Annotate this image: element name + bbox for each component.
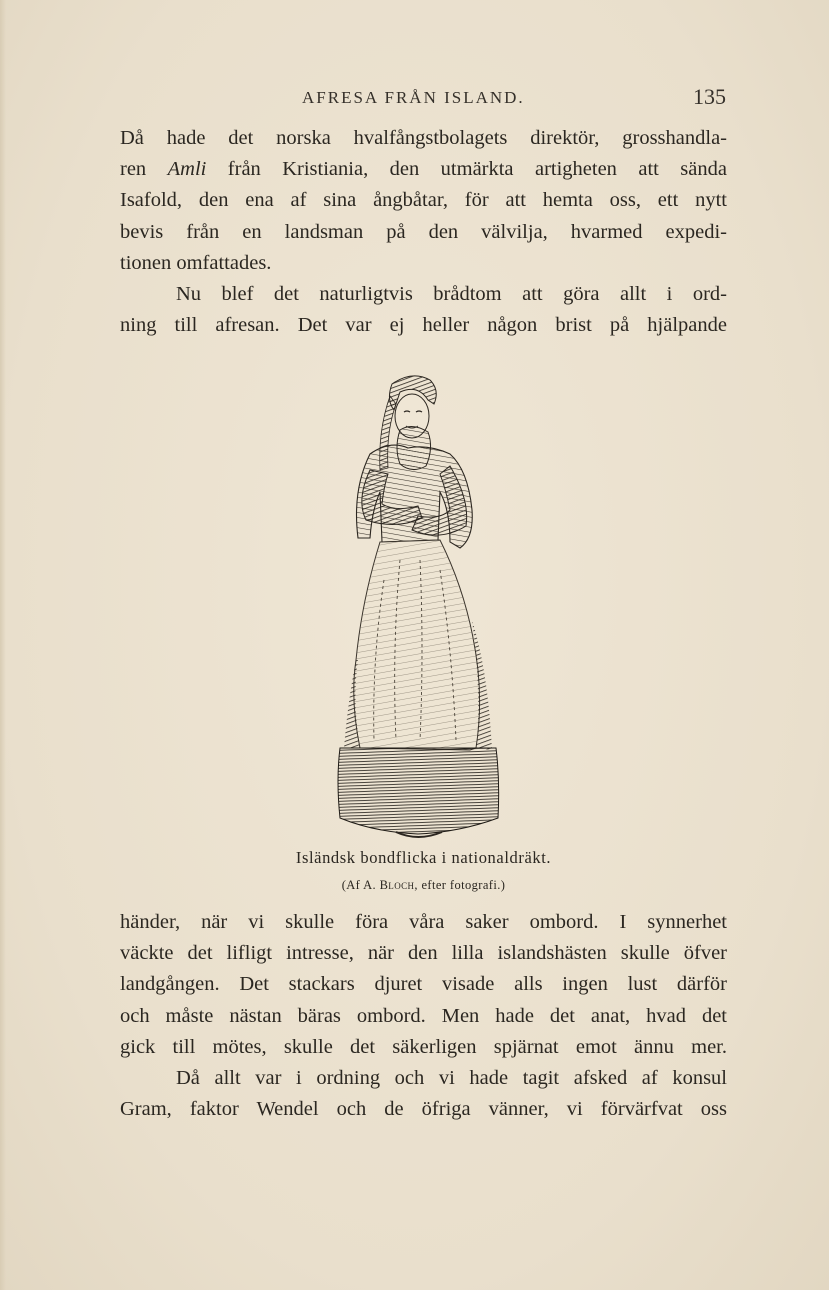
figure-caption (120, 846, 727, 896)
text-line: Då allt var i ordning och vi hade tagit afsked af konsul (176, 1066, 727, 1089)
text-line: Isafold, den ena af sina ångbåtar, för att hemta oss, ett nytt (120, 189, 727, 212)
caption-credit (120, 874, 727, 896)
text-line: händer, när vi skulle föra våra saker ombord. I synnerhet (120, 911, 727, 933)
text-line: Nu blef det naturligtvis brådtom att göra allt i ord- (176, 282, 727, 305)
illustration-icelandic-girl (300, 370, 540, 840)
page-edge-shadow (0, 0, 6, 1290)
text-line: ning till afresan. Det var ej heller någon brist på hjälpande (120, 314, 727, 337)
text-line: och måste nästan bäras ombord. Men hade det anat, hvad det (120, 1004, 727, 1027)
caption-title: Isländsk bondflicka i nationaldräkt. (295, 848, 552, 867)
text-line: landgången. Det stackars djuret visade alls ingen lust därför (120, 973, 727, 996)
body-text-top (120, 123, 727, 341)
credit-fragment: , efter fotografi.) (414, 878, 506, 892)
body-text-bottom (120, 907, 727, 1125)
text-fragment: från Kristiania, den utmärkta artigheten att sända (206, 158, 727, 181)
text-line: bevis från en landsman på den välvilja, hvarmed expedi- (120, 220, 727, 243)
running-title: AFRESA FRÅN ISLAND. (302, 88, 525, 107)
text-line: Gram, faktor Wendel och de öfriga vänner, vi förvärfvat oss (120, 1098, 727, 1121)
text-line: tionen omfattades. (120, 251, 272, 274)
text-line (120, 154, 727, 185)
person-name-amli: Amli (167, 158, 207, 181)
text-fragment: ren (120, 158, 168, 181)
text-line: Då hade det norska hvalfångstbolagets direktör, grosshandla- (120, 127, 727, 149)
credit-artist-name: Bloch (379, 878, 415, 892)
text-line: väckte det lifligt intresse, när den lilla islandshästen skulle öfver (120, 942, 727, 965)
page-number: 135 (693, 84, 726, 109)
text-line: gick till mötes, skulle det säkerligen spjärnat emot ännu mer. (120, 1035, 727, 1058)
credit-fragment: (Af A. (341, 878, 380, 892)
girl-engraving-icon (300, 370, 540, 840)
running-head (120, 84, 730, 114)
